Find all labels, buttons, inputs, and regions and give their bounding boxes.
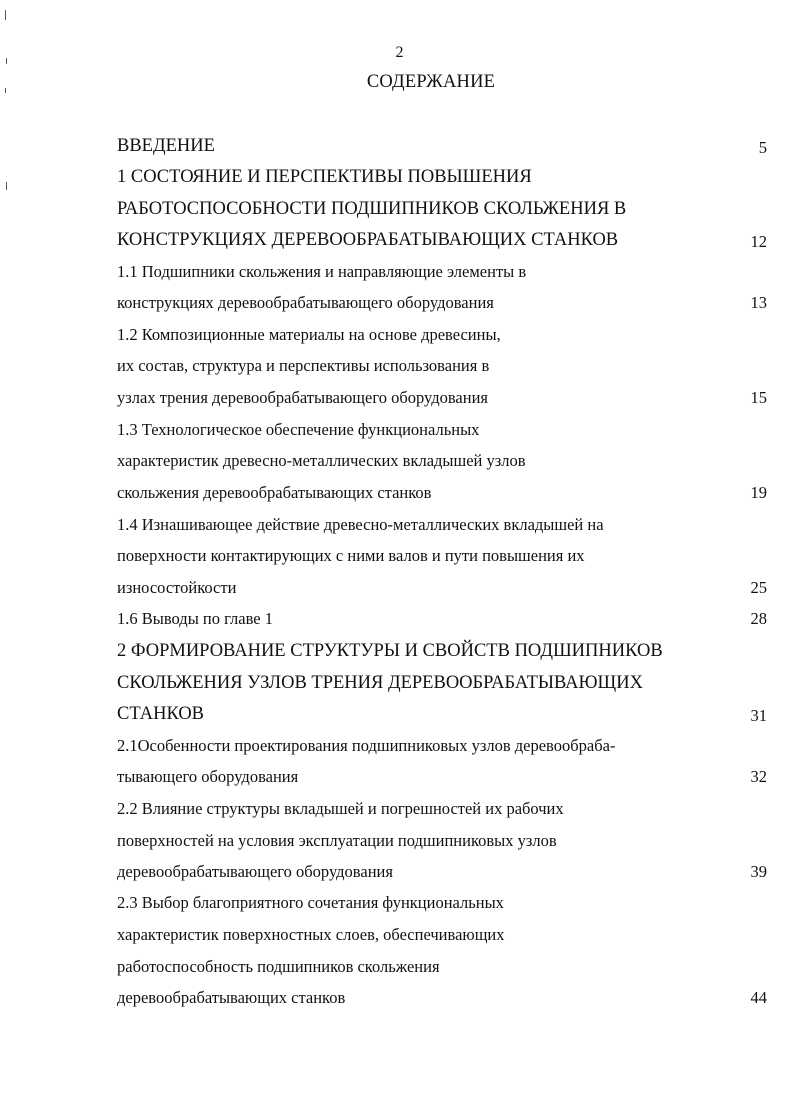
toc-entry (117, 515, 757, 535)
toc-page-number: 19 (750, 483, 767, 502)
toc-entry-text: СТАНКОВ (117, 704, 205, 724)
toc-entry-text: характеристик древесно-металлических вкладышей узлов (117, 451, 526, 470)
toc-entry-text: 2.3 Выбор благоприятного сочетания функциональных (117, 893, 504, 912)
toc-entry (117, 862, 767, 882)
toc-entry (117, 893, 757, 913)
toc-entry (117, 167, 757, 188)
toc-entry (117, 262, 757, 282)
toc-entry-text: поверхности контактирующих с ними валов и пути повышения их (117, 546, 585, 565)
toc-entry (117, 831, 757, 851)
toc-entry-text: тывающего оборудования (117, 767, 299, 786)
toc-entry (117, 736, 757, 756)
toc-entry (117, 451, 757, 471)
toc-entry-text: работоспособность подшипников скольжения (117, 957, 440, 976)
toc-entry-text: 2.1Особенности проектирования подшипниковых узлов деревообраба- (117, 736, 616, 755)
toc-entry (117, 925, 757, 945)
toc-page-number: 13 (750, 293, 767, 312)
toc-entry-text: характеристик поверхностных слоев, обеспечивающих (117, 925, 505, 944)
toc-page-number: 31 (750, 706, 767, 725)
toc-entry (117, 136, 767, 157)
toc-entry-text: КОНСТРУКЦИЯХ ДЕРЕВООБРАБАТЫВАЮЩИХ СТАНКОВ (117, 230, 619, 250)
toc-entry (117, 325, 757, 345)
toc-entry-text: износостойкости (117, 578, 237, 597)
toc-entry-text: СКОЛЬЖЕНИЯ УЗЛОВ ТРЕНИЯ ДЕРЕВООБРАБАТЫВАЮЩИХ (117, 673, 643, 693)
toc-entry-text: 1.2 Композиционные материалы на основе древесины, (117, 325, 501, 344)
page-title: СОДЕРЖАНИЕ (366, 72, 496, 92)
toc-entry (117, 704, 767, 725)
toc-entry-text: 1.1 Подшипники скольжения и направляющие элементы в (117, 262, 527, 281)
toc-entry (117, 388, 767, 408)
toc-entry (117, 420, 757, 440)
toc-page-number: 44 (750, 988, 767, 1007)
toc-page-number: 28 (750, 609, 767, 628)
toc-entry (117, 293, 767, 313)
toc-entry (117, 483, 767, 503)
toc-entry-text: 1 СОСТОЯНИЕ И ПЕРСПЕКТИВЫ ПОВЫШЕНИЯ (117, 167, 532, 187)
toc-entry-text: их состав, структура и перспективы использования в (117, 356, 490, 375)
toc-entry (117, 578, 767, 598)
toc-entry (117, 230, 767, 251)
toc-entry-text: скольжения деревообрабатывающих станков (117, 483, 432, 502)
toc-entry-text: деревообрабатывающих станков (117, 988, 346, 1007)
toc-entry (117, 199, 757, 220)
toc-entry (117, 799, 757, 819)
toc-entry-text: 1.6 Выводы по главе 1 (117, 609, 273, 628)
toc-entry (117, 641, 757, 662)
toc-entry-text: ВВЕДЕНИЕ (117, 136, 215, 156)
page-number: 2 (395, 44, 404, 61)
toc-entry-text: 1.3 Технологическое обеспечение функциональных (117, 420, 480, 439)
toc-page-number: 25 (750, 578, 767, 597)
toc-entry (117, 767, 767, 787)
toc-entry (117, 356, 757, 376)
toc-entry-text: узлах трения деревообрабатывающего оборудования (117, 388, 489, 407)
toc-entry (117, 609, 767, 629)
toc-entry (117, 546, 757, 566)
toc-entry (117, 988, 767, 1008)
toc-entry (117, 957, 757, 977)
scan-margin-marks (2, 10, 12, 210)
toc-entry-text: деревообрабатывающего оборудования (117, 862, 393, 881)
toc-page-number: 15 (750, 388, 767, 407)
toc-page-number: 39 (750, 862, 767, 881)
toc-entry-text: 1.4 Изнашивающее действие древесно-металлических вкладышей на (117, 515, 604, 534)
toc-entry-text: поверхностей на условия эксплуатации подшипниковых узлов (117, 831, 557, 850)
toc-entry-text: РАБОТОСПОСОБНОСТИ ПОДШИПНИКОВ СКОЛЬЖЕНИЯ В (117, 199, 627, 219)
toc-page-number: 12 (750, 232, 767, 251)
toc-page-number: 5 (758, 138, 767, 157)
toc-entry-text: конструкциях деревообрабатывающего оборудования (117, 293, 494, 312)
toc-entry-text: 2.2 Влияние структуры вкладышей и погрешностей их рабочих (117, 799, 564, 818)
toc-entry (117, 673, 757, 694)
toc-entry-text: 2 ФОРМИРОВАНИЕ СТРУКТУРЫ И СВОЙСТВ ПОДШИПНИКОВ (117, 641, 663, 661)
toc-page-number: 32 (750, 767, 767, 786)
